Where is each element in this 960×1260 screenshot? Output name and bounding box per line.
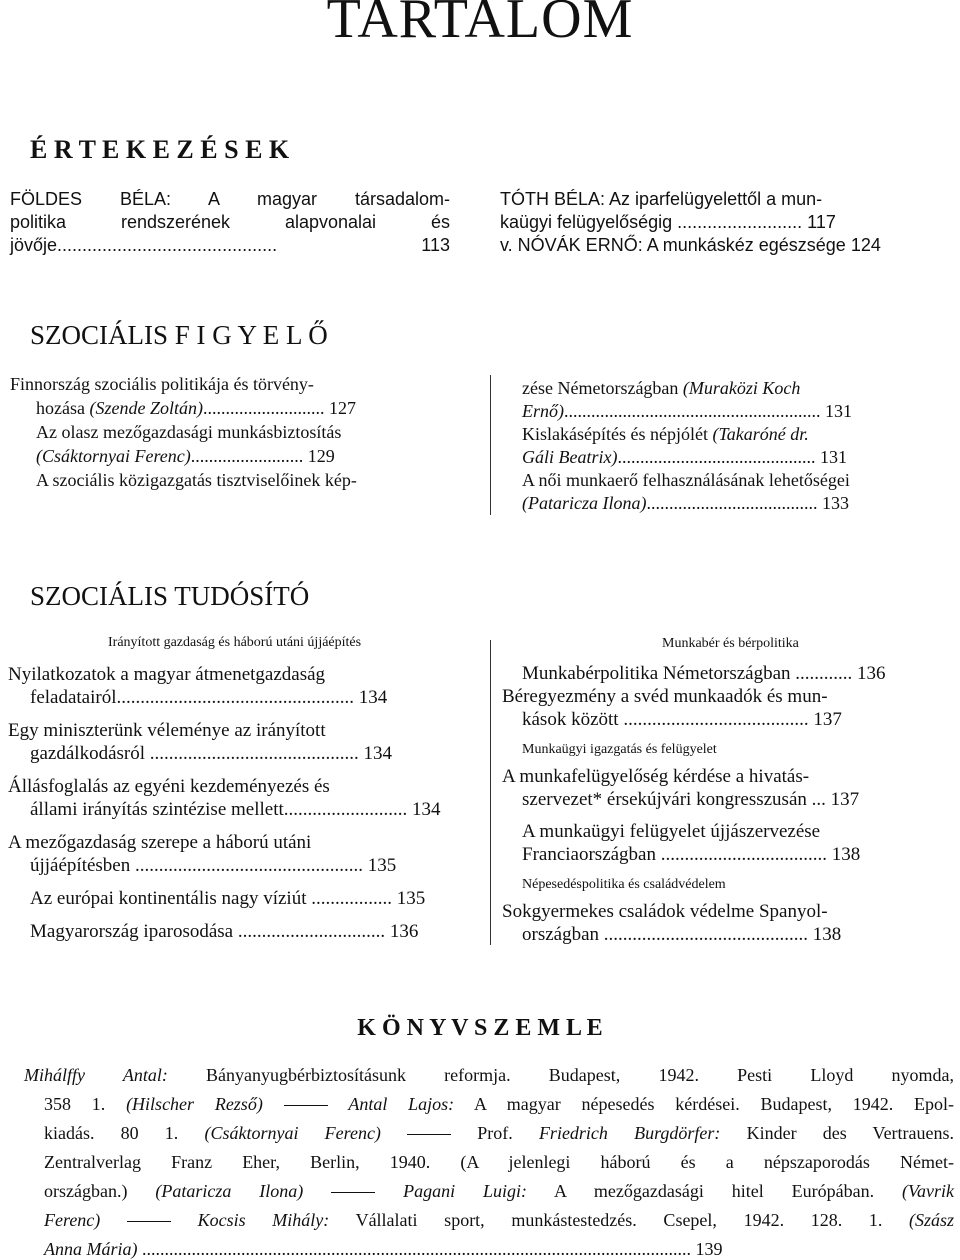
toc-line: v. NÓVÁK ERNŐ: A munkáskéz egészsége 124 bbox=[500, 235, 881, 255]
review-text: .......................................................................................................................... 139 bbox=[137, 1239, 723, 1259]
review-line bbox=[44, 1122, 954, 1144]
em-dash bbox=[284, 1105, 328, 1106]
toc-line: kások között ....................................... 137 bbox=[522, 709, 842, 730]
review-text bbox=[381, 1123, 407, 1143]
review-author: (Pataricza Ilona) bbox=[155, 1181, 304, 1201]
toc-line: TÓTH BÉLA: Az iparfelügyelettől a mun- bbox=[500, 189, 823, 209]
review-author: Anna Mária) bbox=[44, 1239, 138, 1259]
toc-line: újjáépítésben ................................................ 135 bbox=[30, 855, 397, 876]
page-title: TARTALOM bbox=[326, 0, 634, 50]
ertekezesek-left-column bbox=[10, 188, 450, 257]
section-heading-figyelo: SZOCIÁLIS F I G Y E L Ő bbox=[30, 320, 328, 350]
review-author: Ferenc) bbox=[44, 1210, 101, 1230]
toc-line: állami irányítás szintézise mellett.......................... 134 bbox=[30, 799, 441, 820]
tudosito-right-column bbox=[502, 663, 952, 732]
figyelo-right-column bbox=[522, 377, 952, 515]
toc-line: Az olasz mezőgazdasági munkásbiztosítás bbox=[36, 422, 342, 442]
toc-line: (Csáktornyai Ferenc)......................... 129 bbox=[36, 446, 335, 466]
review-text: Zentralverlag Franz Eher, Berlin, 1940. (A jelenlegi háború és a népszaporodás Német- bbox=[44, 1152, 954, 1172]
toc-line: Gáli Beatrix)............................................ 131 bbox=[522, 447, 847, 467]
review-text: országban.) bbox=[44, 1181, 156, 1201]
em-dash bbox=[407, 1134, 451, 1135]
toc-line: A munkafelügyelőség kérdése a hivatás- bbox=[502, 766, 810, 787]
review-line bbox=[24, 1064, 954, 1086]
toc-line: Finnország szociális politikája és törvény- bbox=[10, 374, 314, 394]
toc-line: Franciaországban ................................... 138 bbox=[522, 844, 861, 865]
em-dash bbox=[127, 1221, 171, 1222]
review-author: Antal Lajos: bbox=[348, 1094, 455, 1114]
toc-line: Magyarország iparosodása ............................... 136 bbox=[30, 921, 419, 942]
tudosito-left-column bbox=[8, 664, 458, 944]
toc-line: Kislakásépítés és népjólét (Takaróné dr. bbox=[522, 424, 809, 444]
review-text bbox=[303, 1181, 331, 1201]
review-text bbox=[263, 1094, 284, 1114]
toc-line: Sokgyermekes családok védelme Spanyol- bbox=[502, 901, 828, 922]
column-divider bbox=[490, 640, 491, 945]
review-author: Mihálffy Antal: bbox=[24, 1065, 168, 1085]
toc-line: gazdálkodásról ............................................ 134 bbox=[30, 743, 393, 764]
toc-line: Ernő)......................................................... 131 bbox=[522, 401, 852, 421]
figyelo-left-column bbox=[10, 373, 460, 493]
toc-line: kaügyi felügyelőségig ......................... 117 bbox=[500, 212, 836, 232]
review-line bbox=[44, 1093, 954, 1115]
review-author: (Csáktornyai Ferenc) bbox=[204, 1123, 381, 1143]
toc-line: FÖLDES BÉLA: A magyar társadalom- bbox=[10, 189, 450, 209]
ertekezesek-right-column bbox=[500, 188, 950, 257]
toc-line: Az európai kontinentális nagy víziút ................. 135 bbox=[30, 888, 426, 909]
subsection-label: Népesedéspolitika és családvédelem bbox=[522, 877, 726, 892]
toc-line: zése Németországban (Muraközi Koch bbox=[522, 378, 801, 398]
review-text: A mezőgazdasági hitel Európában. bbox=[527, 1181, 903, 1201]
review-text: Kinder des Vertrauens. bbox=[720, 1123, 955, 1143]
review-author: (Hilscher Rezső) bbox=[126, 1094, 263, 1114]
toc-line: szervezet* érsekújvári kongresszusán ... 137 bbox=[522, 789, 860, 810]
toc-line: A női munkaerő felhasználásának lehetőségei bbox=[522, 470, 850, 490]
toc-line: Egy miniszterünk véleménye az irányított bbox=[8, 720, 326, 741]
em-dash bbox=[331, 1192, 375, 1193]
toc-line: Nyilatkozatok a magyar átmenetgazdaság bbox=[8, 664, 326, 685]
review-line bbox=[44, 1180, 954, 1202]
toc-line: A munkaügyi felügyelet újjászervezése bbox=[522, 821, 821, 842]
review-author: Friedrich Burgdörfer: bbox=[538, 1123, 721, 1143]
review-text: A magyar népesedés kérdései. Budapest, 1942. Epol- bbox=[454, 1094, 955, 1114]
toc-line: A szociális közigazgatás tisztviselőinek kép- bbox=[36, 470, 357, 490]
column-divider bbox=[490, 375, 491, 515]
toc-line: Béregyezmény a svéd munkaadók és mun- bbox=[502, 686, 828, 707]
toc-line: Munkabérpolitika Németországban ............ 136 bbox=[522, 663, 886, 684]
review-author: Kocsis Mihály: bbox=[197, 1210, 330, 1230]
toc-line: jövője............................................ 113 bbox=[10, 235, 450, 255]
review-text: kiadás. 80 1. bbox=[44, 1123, 205, 1143]
subsection-label: Munkaügyi igazgatás és felügyelet bbox=[522, 742, 717, 757]
subsection-label: Irányított gazdaság és háború utáni újjáépítés bbox=[108, 635, 362, 650]
review-text: Vállalati sport, munkástestedzés. Csepel, 1942. 128. 1. bbox=[329, 1210, 909, 1230]
review-text bbox=[375, 1181, 403, 1201]
review-line bbox=[44, 1238, 954, 1260]
toc-line: (Pataricza Ilona)...................................... 133 bbox=[522, 493, 849, 513]
section-heading-tudosito: SZOCIÁLIS TUDÓSÍTÓ bbox=[30, 581, 310, 611]
tudosito-right-column bbox=[502, 901, 952, 947]
section-heading-ertekezesek: É R T E K E Z É S E K bbox=[30, 135, 290, 164]
review-text bbox=[171, 1210, 198, 1230]
review-author: (Vavrik bbox=[902, 1181, 955, 1201]
review-author: (Szász bbox=[909, 1210, 955, 1230]
review-author: Pagani Luigi: bbox=[403, 1181, 528, 1201]
section-heading-konyvszemle: K Ö N Y V S Z E M L E bbox=[357, 1015, 603, 1041]
toc-line: Állásfoglalás az egyéni kezdeményezés és bbox=[8, 776, 330, 797]
toc-line: hozása (Szende Zoltán)........................... 127 bbox=[36, 398, 356, 418]
review-text bbox=[100, 1210, 127, 1230]
toc-line: politika rendszerének alapvonalai és bbox=[10, 212, 450, 232]
review-line bbox=[44, 1151, 954, 1173]
review-text: Bányanyugbérbiztosításunk reformja. Budapest, 1942. Pesti Lloyd nyomda, bbox=[167, 1065, 955, 1085]
review-line bbox=[44, 1209, 954, 1231]
review-text: 358 1. bbox=[44, 1094, 127, 1114]
tudosito-right-column bbox=[502, 766, 952, 867]
toc-line: A mezőgazdaság szerepe a háború utáni bbox=[8, 832, 312, 853]
subsection-label: Munkabér és bérpolitika bbox=[662, 636, 799, 651]
toc-line: feladatairól.................................................. 134 bbox=[30, 687, 388, 708]
review-text: Prof. bbox=[451, 1123, 539, 1143]
review-text bbox=[328, 1094, 349, 1114]
toc-line: országban ........................................... 138 bbox=[522, 924, 842, 945]
